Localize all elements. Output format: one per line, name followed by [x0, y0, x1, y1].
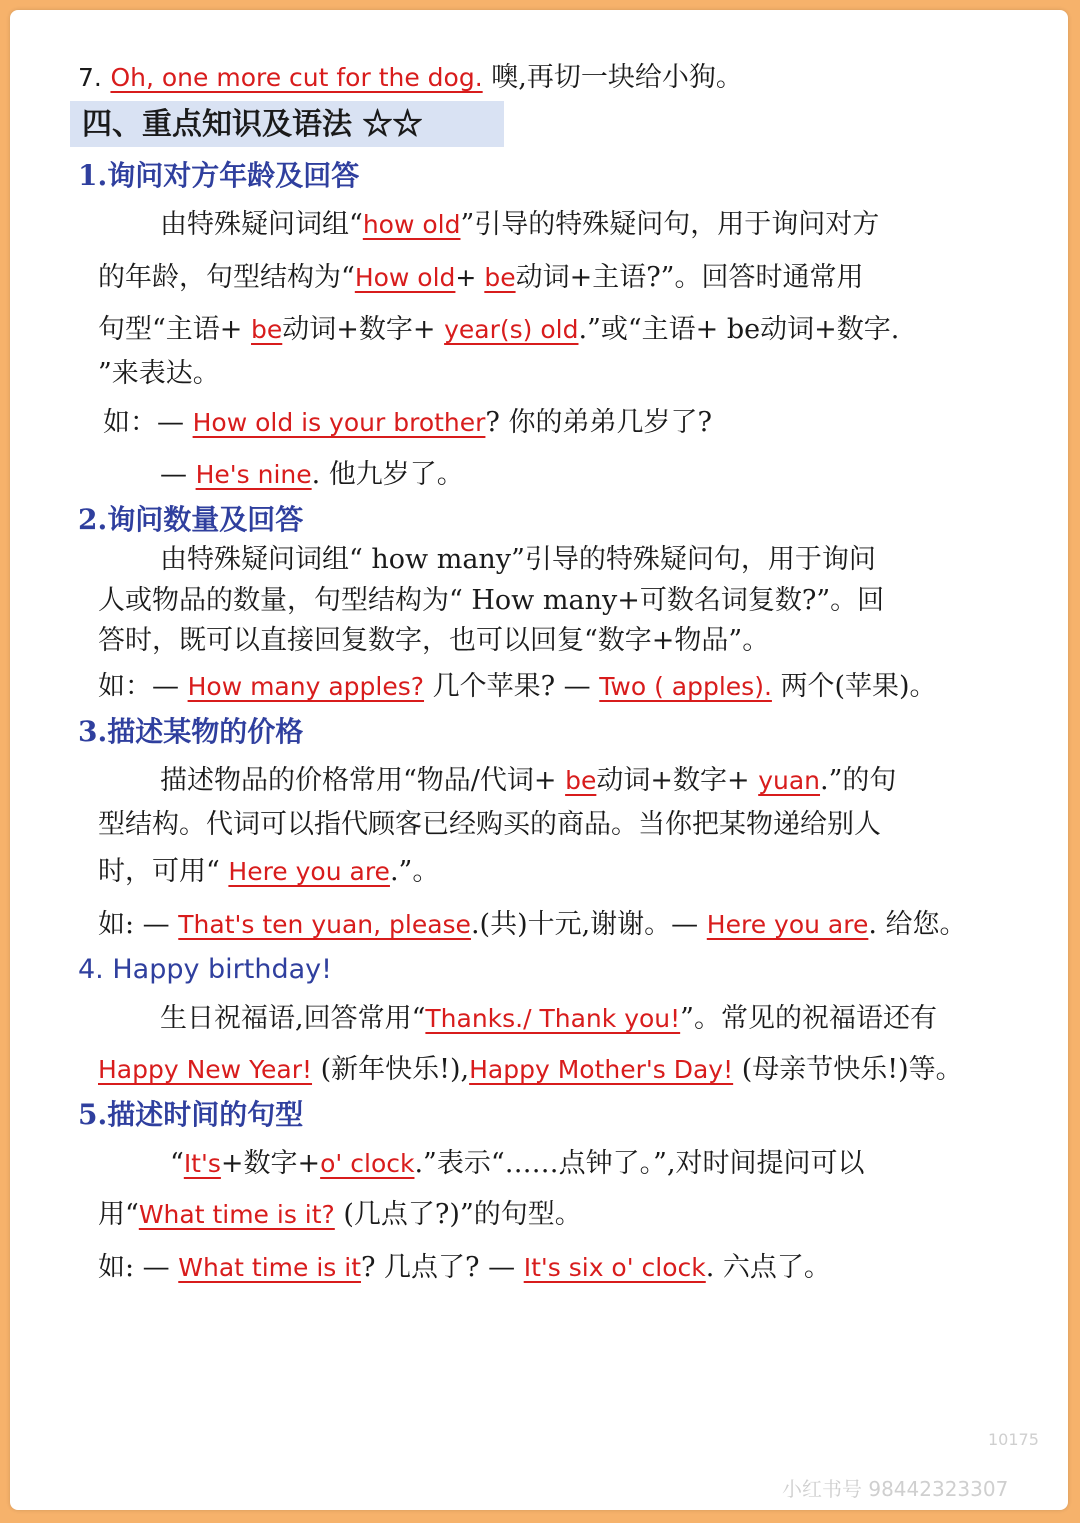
- paragraph-line: 时，可用“ Here you are.”。: [98, 856, 440, 887]
- subsection-heading-5: 5.描述时间的句型: [78, 1098, 304, 1131]
- example-line: 如: — That's ten yuan, please.(共)十元,谢谢。— Here you are. 给您。: [98, 909, 967, 940]
- paragraph-line: ”来表达。: [98, 358, 220, 389]
- paragraph-line: “It's+数字+o' clock.”表示“……点钟了。”,对时间提问可以: [170, 1148, 865, 1179]
- watermark-text: 小红书号 98442323307: [782, 1477, 1009, 1501]
- example-line: 如：— How old is your brother? 你的弟弟几岁了?: [103, 407, 712, 438]
- paragraph-line: 由特殊疑问词组“ how many”引导的特殊疑问句，用于询问: [160, 544, 876, 575]
- paragraph-line: 描述物品的价格常用“物品/代词+ be动词+数字+ yuan.”的句: [160, 765, 897, 796]
- subsection-heading-1: 1.询问对方年龄及回答: [78, 159, 360, 192]
- subsection-heading-2: 2.询问数量及回答: [78, 503, 304, 536]
- paragraph-line: 用“What time is it? (几点了?)”的句型。: [98, 1199, 582, 1230]
- example-line: 如: — What time is it? 几点了? — It's six o' clock. 六点了。: [98, 1252, 831, 1283]
- watermark-small: 10175: [988, 1430, 1039, 1449]
- english-phrase: Oh, one more cut for the dog.: [110, 63, 483, 92]
- subsection-heading-4: 4. Happy birthday!: [78, 954, 332, 985]
- paragraph-line: 型结构。代词可以指代顾客已经购买的商品。当你把某物递给别人: [98, 809, 881, 840]
- dialogue-line-7: 7. Oh, one more cut for the dog. 噢,再切一块给小狗。: [78, 62, 743, 93]
- subsection-heading-3: 3.描述某物的价格: [78, 715, 304, 748]
- paragraph-line: 人或物品的数量，句型结构为“ How many+可数名词复数?”。回: [98, 585, 885, 616]
- section-title: 四、重点知识及语法 ☆☆: [82, 107, 423, 142]
- paragraph-line: 的年龄，句型结构为“How old+ be动词+主语?”。回答时通常用: [98, 262, 864, 293]
- paragraph-line: 由特殊疑问词组“how old”引导的特殊疑问句，用于询问对方: [160, 209, 880, 240]
- example-line: — He's nine. 他九岁了。: [160, 459, 464, 490]
- paragraph-line: 答时，既可以直接回复数字，也可以回复“数字+物品”。: [98, 625, 770, 656]
- paragraph-line: 句型“主语+ be动词+数字+ year(s) old.”或“主语+ be动词+数字.: [98, 314, 900, 345]
- paragraph-line: Happy New Year! (新年快乐!),Happy Mother's Day! (母亲节快乐!)等。: [98, 1054, 963, 1085]
- example-line: 如：— How many apples? 几个苹果? — Two ( apples). 两个(苹果)。: [98, 671, 937, 702]
- paragraph-line: 生日祝福语,回答常用“Thanks./ Thank you!”。常见的祝福语还有: [160, 1003, 937, 1034]
- chinese-translation: 噢,再切一块给小狗。: [491, 62, 743, 93]
